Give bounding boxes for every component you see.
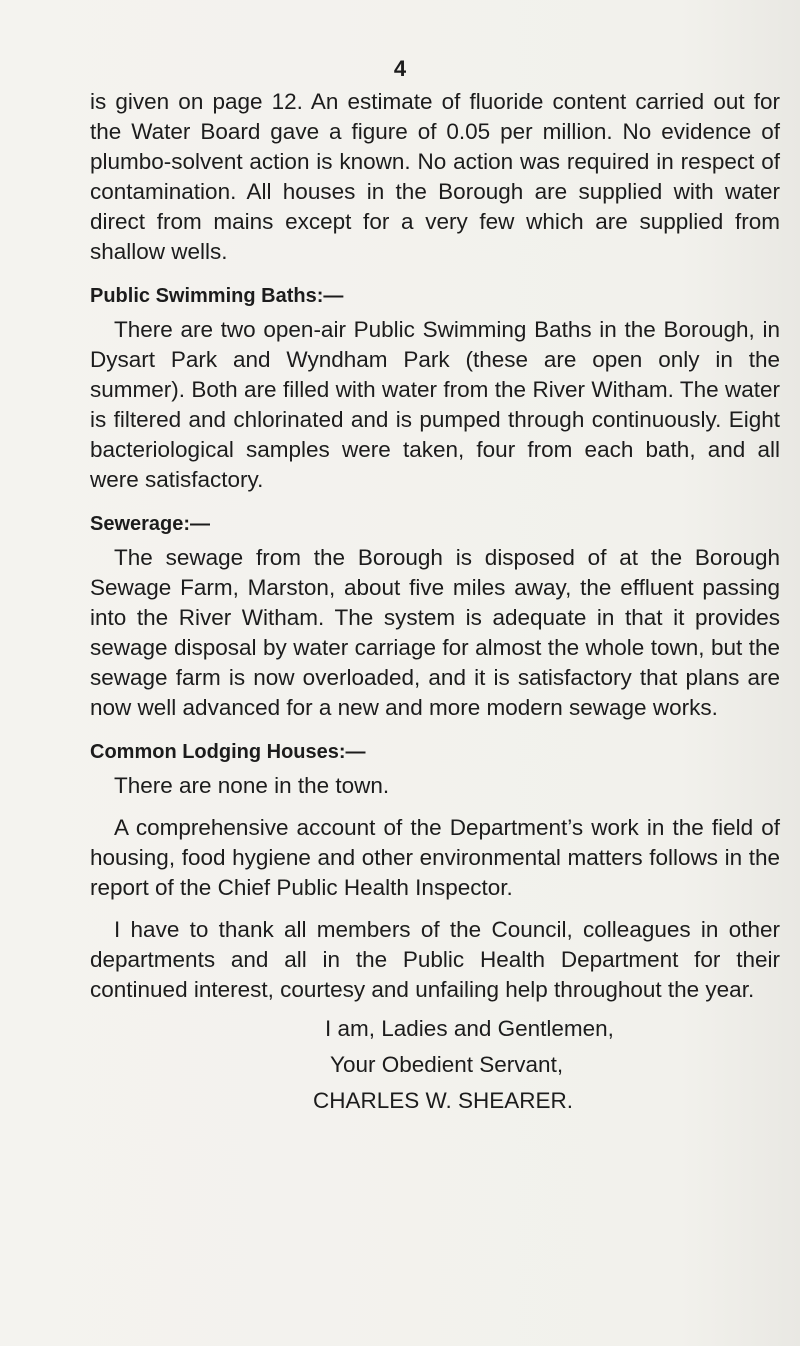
- paragraph-thanks: I have to thank all members of the Council, colleagues in other departments and all in the Public Health Department for their continued interest, courtesy and unfailing help throughout the year.: [90, 917, 780, 1002]
- paragraph-water-supply: is given on page 12. An estimate of fluoride content carried out for the Water Board gave a figure of 0.05 per million. No evidence of plumbo-solvent action is known. No action was required in respect of contamination. All houses in the Borough are supplied with water direct from mains except for a very few which are supplied from shallow wells.: [90, 89, 780, 264]
- paragraph-lodging-houses: There are none in the town.: [114, 773, 390, 798]
- page-number: 4: [393, 56, 407, 81]
- letter-body: [90, 87, 780, 1119]
- closing-salutation: I am, Ladies and Gentlemen,: [325, 1016, 614, 1041]
- signature: CHARLES W. SHEARER.: [313, 1088, 574, 1113]
- heading-swimming-baths: Public Swimming Baths:—: [90, 285, 344, 307]
- heading-sewerage: Sewerage:—: [90, 513, 211, 535]
- paragraph-swimming-baths: There are two open-air Public Swimming Baths in the Borough, in Dysart Park and Wyndham Park (these are open only in the summer). Both are filled with water from the River Witham. The water is filtered and chlorinated and is pumped through continuously. Eight bacteriological samples were taken, four from each bath, and all were satisfactory.: [90, 317, 780, 492]
- paragraph-housing: A comprehensive account of the Department’s work in the field of housing, food hygiene and other environmental matters follows in the report of the Chief Public Health Inspector.: [90, 815, 780, 900]
- heading-lodging-houses: Common Lodging Houses:—: [90, 741, 366, 763]
- paragraph-sewerage: The sewage from the Borough is disposed of at the Borough Sewage Farm, Marston, about five miles away, the effluent passing into the River Witham. The system is adequate in that it provides sewage disposal by water carriage for almost the whole town, but the sewage farm is now overloaded, and it is satisfactory that plans are now well advanced for a new and more modern sewage works.: [90, 545, 780, 720]
- closing-sign-off: Your Obedient Servant,: [330, 1052, 564, 1077]
